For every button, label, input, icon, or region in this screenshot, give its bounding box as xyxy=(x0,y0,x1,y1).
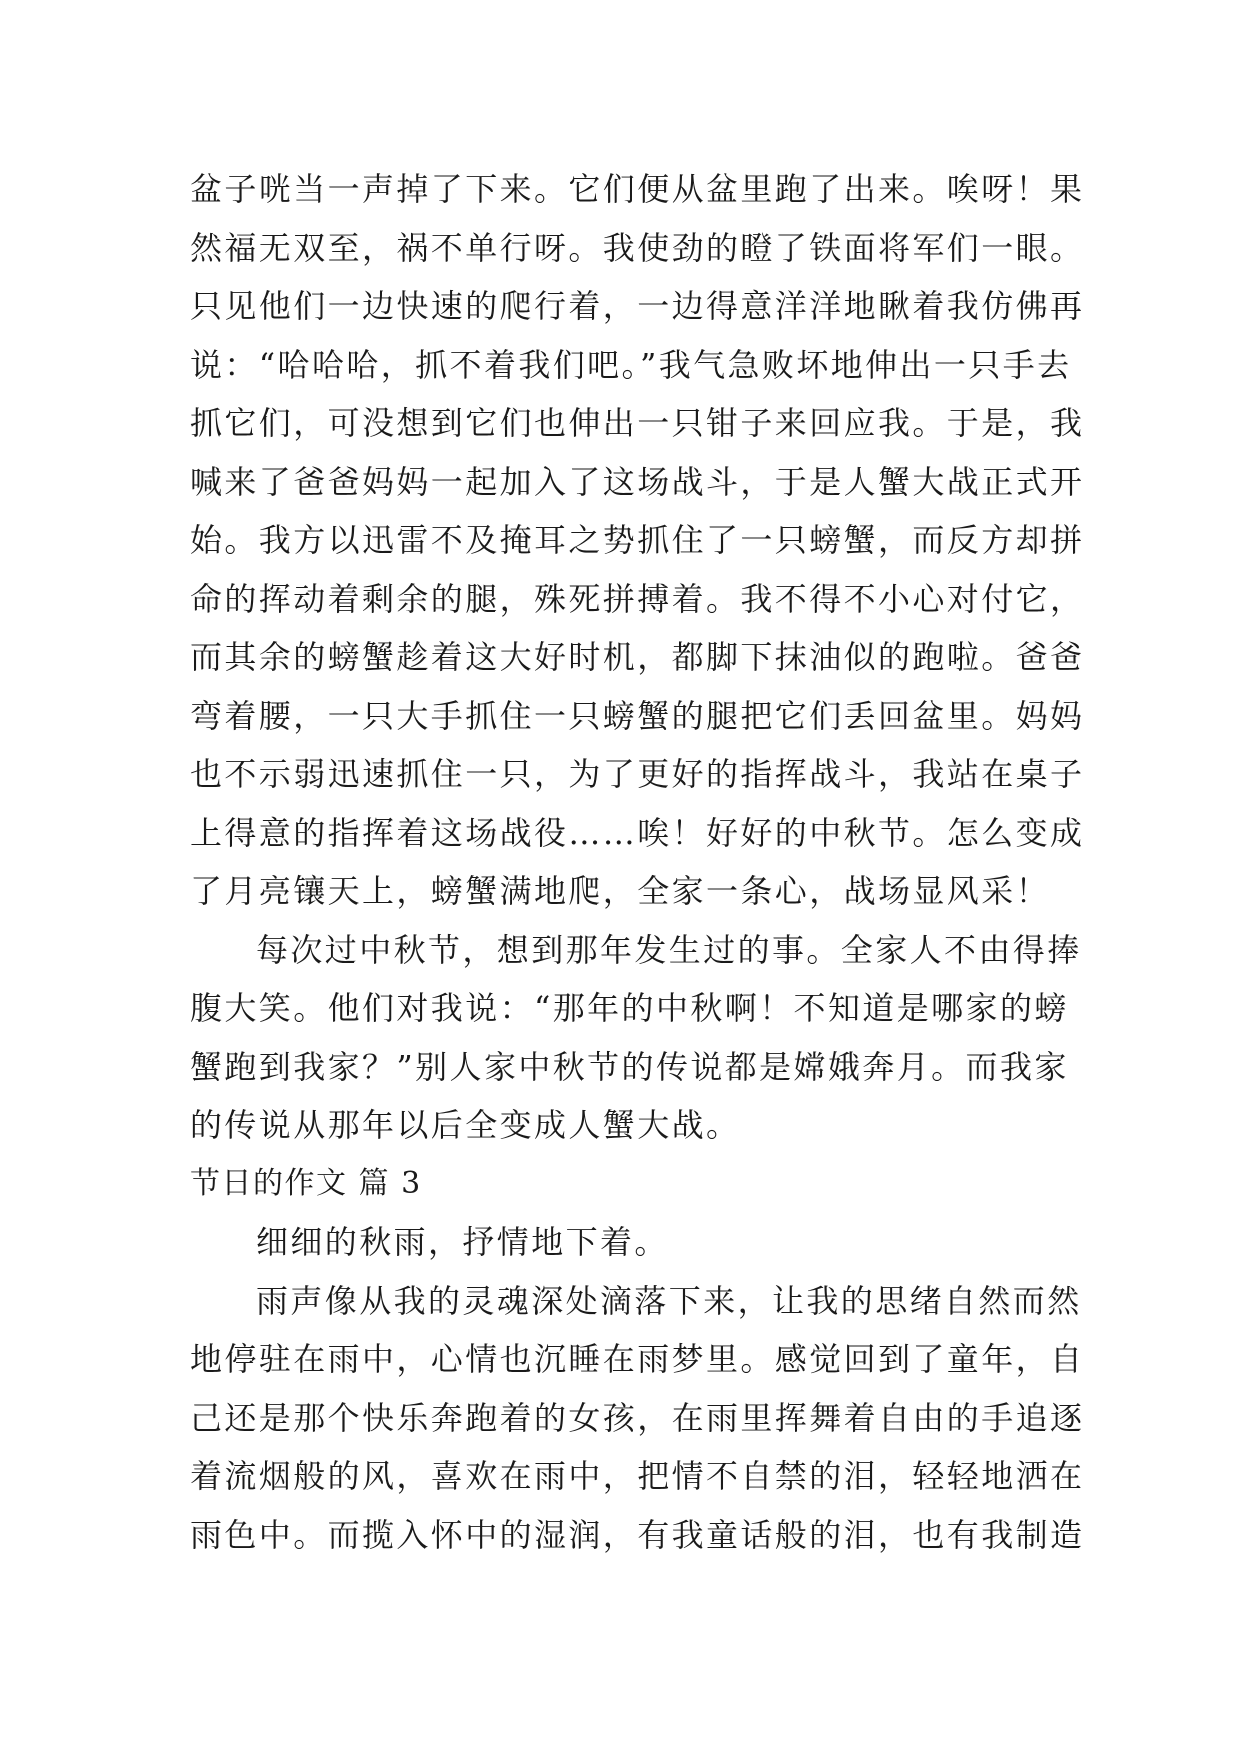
text-line: 弯着腰，一只大手抓住一只螃蟹的腿把它们丢回盆里。妈妈 xyxy=(190,696,1085,735)
text-line: 了月亮镶天上，螃蟹满地爬，全家一条心，战场显风采！ xyxy=(190,872,1051,910)
text-line: 也不示弱迅速抓住一只，为了更好的指挥战斗，我站在桌子 xyxy=(190,755,1085,793)
text-line: 抓它们，可没想到它们也伸出一只钳子来回应我。于是，我 xyxy=(190,404,1085,442)
text-line: 雨色中。而揽入怀中的湿润，有我童话般的泪，也有我制造 xyxy=(190,1515,1085,1554)
section-heading: 节日的作文 篇 3 xyxy=(190,1165,422,1201)
text-line: 喊来了爸爸妈妈一起加入了这场战斗，于是人蟹大战正式开 xyxy=(190,462,1085,501)
text-line: 蟹跑到我家？”别人家中秋节的传说都是嫦娥奔月。而我家 xyxy=(190,1047,1069,1086)
text-line: 腹大笑。他们对我说：“那年的中秋啊！不知道是哪家的螃 xyxy=(190,989,1069,1027)
text-line: 每次过中秋节，想到那年发生过的事。全家人不由得捧 xyxy=(256,930,1082,969)
text-line: 说：“哈哈哈，抓不着我们吧。”我气急败坏地伸出一只手去 xyxy=(190,345,1072,384)
text-line: 只见他们一边快速的爬行着，一边得意洋洋地瞅着我仿佛再 xyxy=(190,287,1085,325)
text-line: 细细的秋雨，抒情地下着。 xyxy=(256,1223,669,1261)
text-line: 雨声像从我的灵魂深处滴落下来，让我的思绪自然而然 xyxy=(256,1281,1082,1320)
text-line: 的传说从那年以后全变成人蟹大战。 xyxy=(190,1106,741,1144)
text-line: 己还是那个快乐奔跑着的女孩，在雨里挥舞着自由的手追逐 xyxy=(190,1398,1085,1437)
text-line: 然福无双至，祸不单行呀。我使劲的瞪了铁面将军们一眼。 xyxy=(190,228,1085,267)
text-line: 上得意的指挥着这场战役……唉！好好的中秋节。怎么变成 xyxy=(190,813,1085,852)
text-line: 着流烟般的风，喜欢在雨中，把情不自禁的泪，轻轻地洒在 xyxy=(190,1457,1085,1495)
text-line: 始。我方以迅雷不及掩耳之势抓住了一只螃蟹，而反方却拼 xyxy=(190,521,1085,559)
text-line: 命的挥动着剩余的腿，殊死拼搏着。我不得不小心对付它， xyxy=(190,579,1085,618)
text-line: 地停驻在雨中，心情也沉睡在雨梦里。感觉回到了童年，自 xyxy=(190,1340,1085,1378)
text-line: 盆子咣当一声掉了下来。它们便从盆里跑了出来。唉呀！果 xyxy=(190,170,1085,208)
text-line: 而其余的螃蟹趁着这大好时机，都脚下抹油似的跑啦。爸爸 xyxy=(190,638,1085,676)
document-body xyxy=(190,160,1085,1564)
